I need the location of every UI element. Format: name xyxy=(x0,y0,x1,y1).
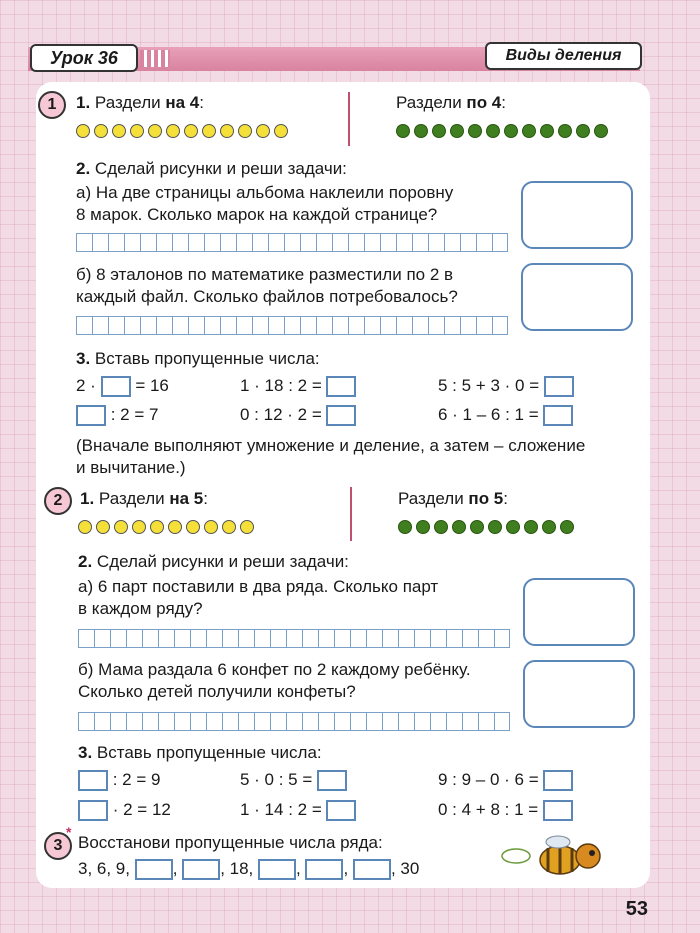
answer-box[interactable] xyxy=(326,405,356,426)
s2-eq-1c: 9 : 9 – 0 · 6 = xyxy=(438,769,573,791)
yellow-dot xyxy=(220,124,234,138)
s2-problem-b-line2: Сколько детей получили конфеты? xyxy=(78,682,356,701)
green-dot xyxy=(504,124,518,138)
s1-eq-2b: 0 : 12 · 2 = xyxy=(240,404,356,426)
green-dot xyxy=(506,520,520,534)
answer-box[interactable] xyxy=(326,376,356,397)
s1-eq-1a: 2 · = 16 xyxy=(76,375,169,397)
green-dot xyxy=(522,124,536,138)
answer-box[interactable] xyxy=(326,800,356,821)
answer-box[interactable] xyxy=(101,376,131,397)
green-dot xyxy=(560,520,574,534)
header-stripes xyxy=(140,50,170,67)
s3-sequence: 3, 6, 9, , , 18, , , , 30 xyxy=(78,858,419,880)
yellow-dot xyxy=(78,520,92,534)
yellow-dot xyxy=(274,124,288,138)
answer-box[interactable] xyxy=(543,800,573,821)
yellow-dot xyxy=(168,520,182,534)
answer-box[interactable] xyxy=(543,770,573,791)
s2-task3-title: 3. Вставь пропущенные числа: xyxy=(78,743,322,762)
yellow-dot xyxy=(186,520,200,534)
green-dot xyxy=(398,520,412,534)
green-dot xyxy=(450,124,464,138)
yellow-dot xyxy=(130,124,144,138)
s3-task-text: Восстанови пропущенные числа ряда: xyxy=(78,833,383,852)
s2-task1-right: Раздели по 5: xyxy=(398,489,508,508)
green-dot xyxy=(488,520,502,534)
s1-answer-cells-a[interactable] xyxy=(76,233,508,252)
s1-task1-right: Раздели по 4: xyxy=(396,93,506,112)
s2-problem-a-line1: а) 6 парт поставили в два ряда. Сколько парт xyxy=(78,577,439,596)
answer-box[interactable] xyxy=(135,859,173,880)
green-dot xyxy=(468,124,482,138)
s1-task3-title: 3. Вставь пропущенные числа: xyxy=(76,349,320,368)
green-dot xyxy=(540,124,554,138)
bee-illustration xyxy=(498,830,618,880)
s1-problem-b-line2: каждый файл. Сколько файлов потребовалось? xyxy=(76,287,458,306)
green-dot xyxy=(470,520,484,534)
s1-problem-a-line2: 8 марок. Сколько марок на каждой странице? xyxy=(76,205,438,224)
green-dot xyxy=(594,124,608,138)
s1-problem-b-line1: б) 8 эталонов по математике разместили по 2 в xyxy=(76,265,454,284)
green-dot xyxy=(452,520,466,534)
yellow-dot xyxy=(204,520,218,534)
s2-problem-b-line1: б) Мама раздала 6 конфет по 2 каждому ребёнку. xyxy=(78,660,471,679)
yellow-dot xyxy=(238,124,252,138)
s1-drawing-box-a[interactable] xyxy=(521,181,633,249)
yellow-dot xyxy=(256,124,270,138)
s1-green-dots xyxy=(396,124,608,138)
answer-box[interactable] xyxy=(78,800,108,821)
green-dot xyxy=(414,124,428,138)
answer-box[interactable] xyxy=(182,859,220,880)
yellow-dot xyxy=(166,124,180,138)
s2-task2-title: 2. Сделай рисунки и реши задачи: xyxy=(78,552,349,571)
answer-box[interactable] xyxy=(317,770,347,791)
yellow-dot xyxy=(240,520,254,534)
s1-note-line1: (Вначале выполняют умножение и деление, а затем – сложение xyxy=(76,436,586,455)
s2-drawing-box-a[interactable] xyxy=(523,578,635,646)
yellow-dot xyxy=(148,124,162,138)
s1-problem-a-line1: а) На две страницы альбома наклеили поровну xyxy=(76,183,454,202)
green-dot xyxy=(524,520,538,534)
s2-answer-cells-b[interactable] xyxy=(78,712,510,731)
yellow-dot xyxy=(94,124,108,138)
s2-eq-2a: · 2 = 12 xyxy=(78,799,171,821)
divider-line xyxy=(350,487,352,541)
green-dot xyxy=(396,124,410,138)
s2-drawing-box-b[interactable] xyxy=(523,660,635,728)
answer-box[interactable] xyxy=(305,859,343,880)
s1-eq-1c: 5 : 5 + 3 · 0 = xyxy=(438,375,574,397)
yellow-dot xyxy=(112,124,126,138)
s2-eq-2b: 1 · 14 : 2 = xyxy=(240,799,356,821)
answer-box[interactable] xyxy=(543,405,573,426)
yellow-dot xyxy=(96,520,110,534)
difficulty-star-icon: * xyxy=(66,824,72,840)
answer-box[interactable] xyxy=(353,859,391,880)
s1-eq-1b: 1 · 18 : 2 = xyxy=(240,375,356,397)
answer-box[interactable] xyxy=(258,859,296,880)
s1-eq-2a: : 2 = 7 xyxy=(76,404,158,426)
yellow-dot xyxy=(202,124,216,138)
yellow-dot xyxy=(132,520,146,534)
topic-label: Виды деления xyxy=(485,42,642,70)
section-2-badge: 2 xyxy=(44,487,72,515)
yellow-dot xyxy=(184,124,198,138)
s2-eq-2c: 0 : 4 + 8 : 1 = xyxy=(438,799,573,821)
s2-eq-1b: 5 · 0 : 5 = xyxy=(240,769,347,791)
yellow-dot xyxy=(76,124,90,138)
page-number: 53 xyxy=(625,898,648,920)
answer-box[interactable] xyxy=(76,405,106,426)
green-dot xyxy=(416,520,430,534)
section-1-badge: 1 xyxy=(38,91,66,119)
s2-eq-1a: : 2 = 9 xyxy=(78,769,160,791)
yellow-dot xyxy=(114,520,128,534)
yellow-dot xyxy=(150,520,164,534)
section-3-badge: 3 xyxy=(44,832,72,860)
s2-task1-left: 1. Раздели на 5: xyxy=(80,489,208,508)
answer-box[interactable] xyxy=(78,770,108,791)
lesson-label: Урок 36 xyxy=(30,44,138,72)
s1-yellow-dots xyxy=(76,124,288,138)
s2-yellow-dots xyxy=(78,520,254,534)
s2-answer-cells-a[interactable] xyxy=(78,629,510,648)
green-dot xyxy=(486,124,500,138)
s2-problem-a-line2: в каждом ряду? xyxy=(78,599,203,618)
divider-line xyxy=(348,92,350,146)
s1-eq-2c: 6 · 1 – 6 : 1 = xyxy=(438,404,573,426)
answer-box[interactable] xyxy=(544,376,574,397)
green-dot xyxy=(432,124,446,138)
green-dot xyxy=(434,520,448,534)
green-dot xyxy=(542,520,556,534)
s1-answer-cells-b[interactable] xyxy=(76,316,508,335)
s1-task1-left: 1. Раздели на 4: xyxy=(76,93,204,112)
green-dot xyxy=(576,124,590,138)
s1-drawing-box-b[interactable] xyxy=(521,263,633,331)
s1-note-line2: и вычитание.) xyxy=(76,458,186,477)
green-dot xyxy=(558,124,572,138)
s2-green-dots xyxy=(398,520,574,534)
yellow-dot xyxy=(222,520,236,534)
s1-task2-title: 2. Сделай рисунки и реши задачи: xyxy=(76,159,347,178)
